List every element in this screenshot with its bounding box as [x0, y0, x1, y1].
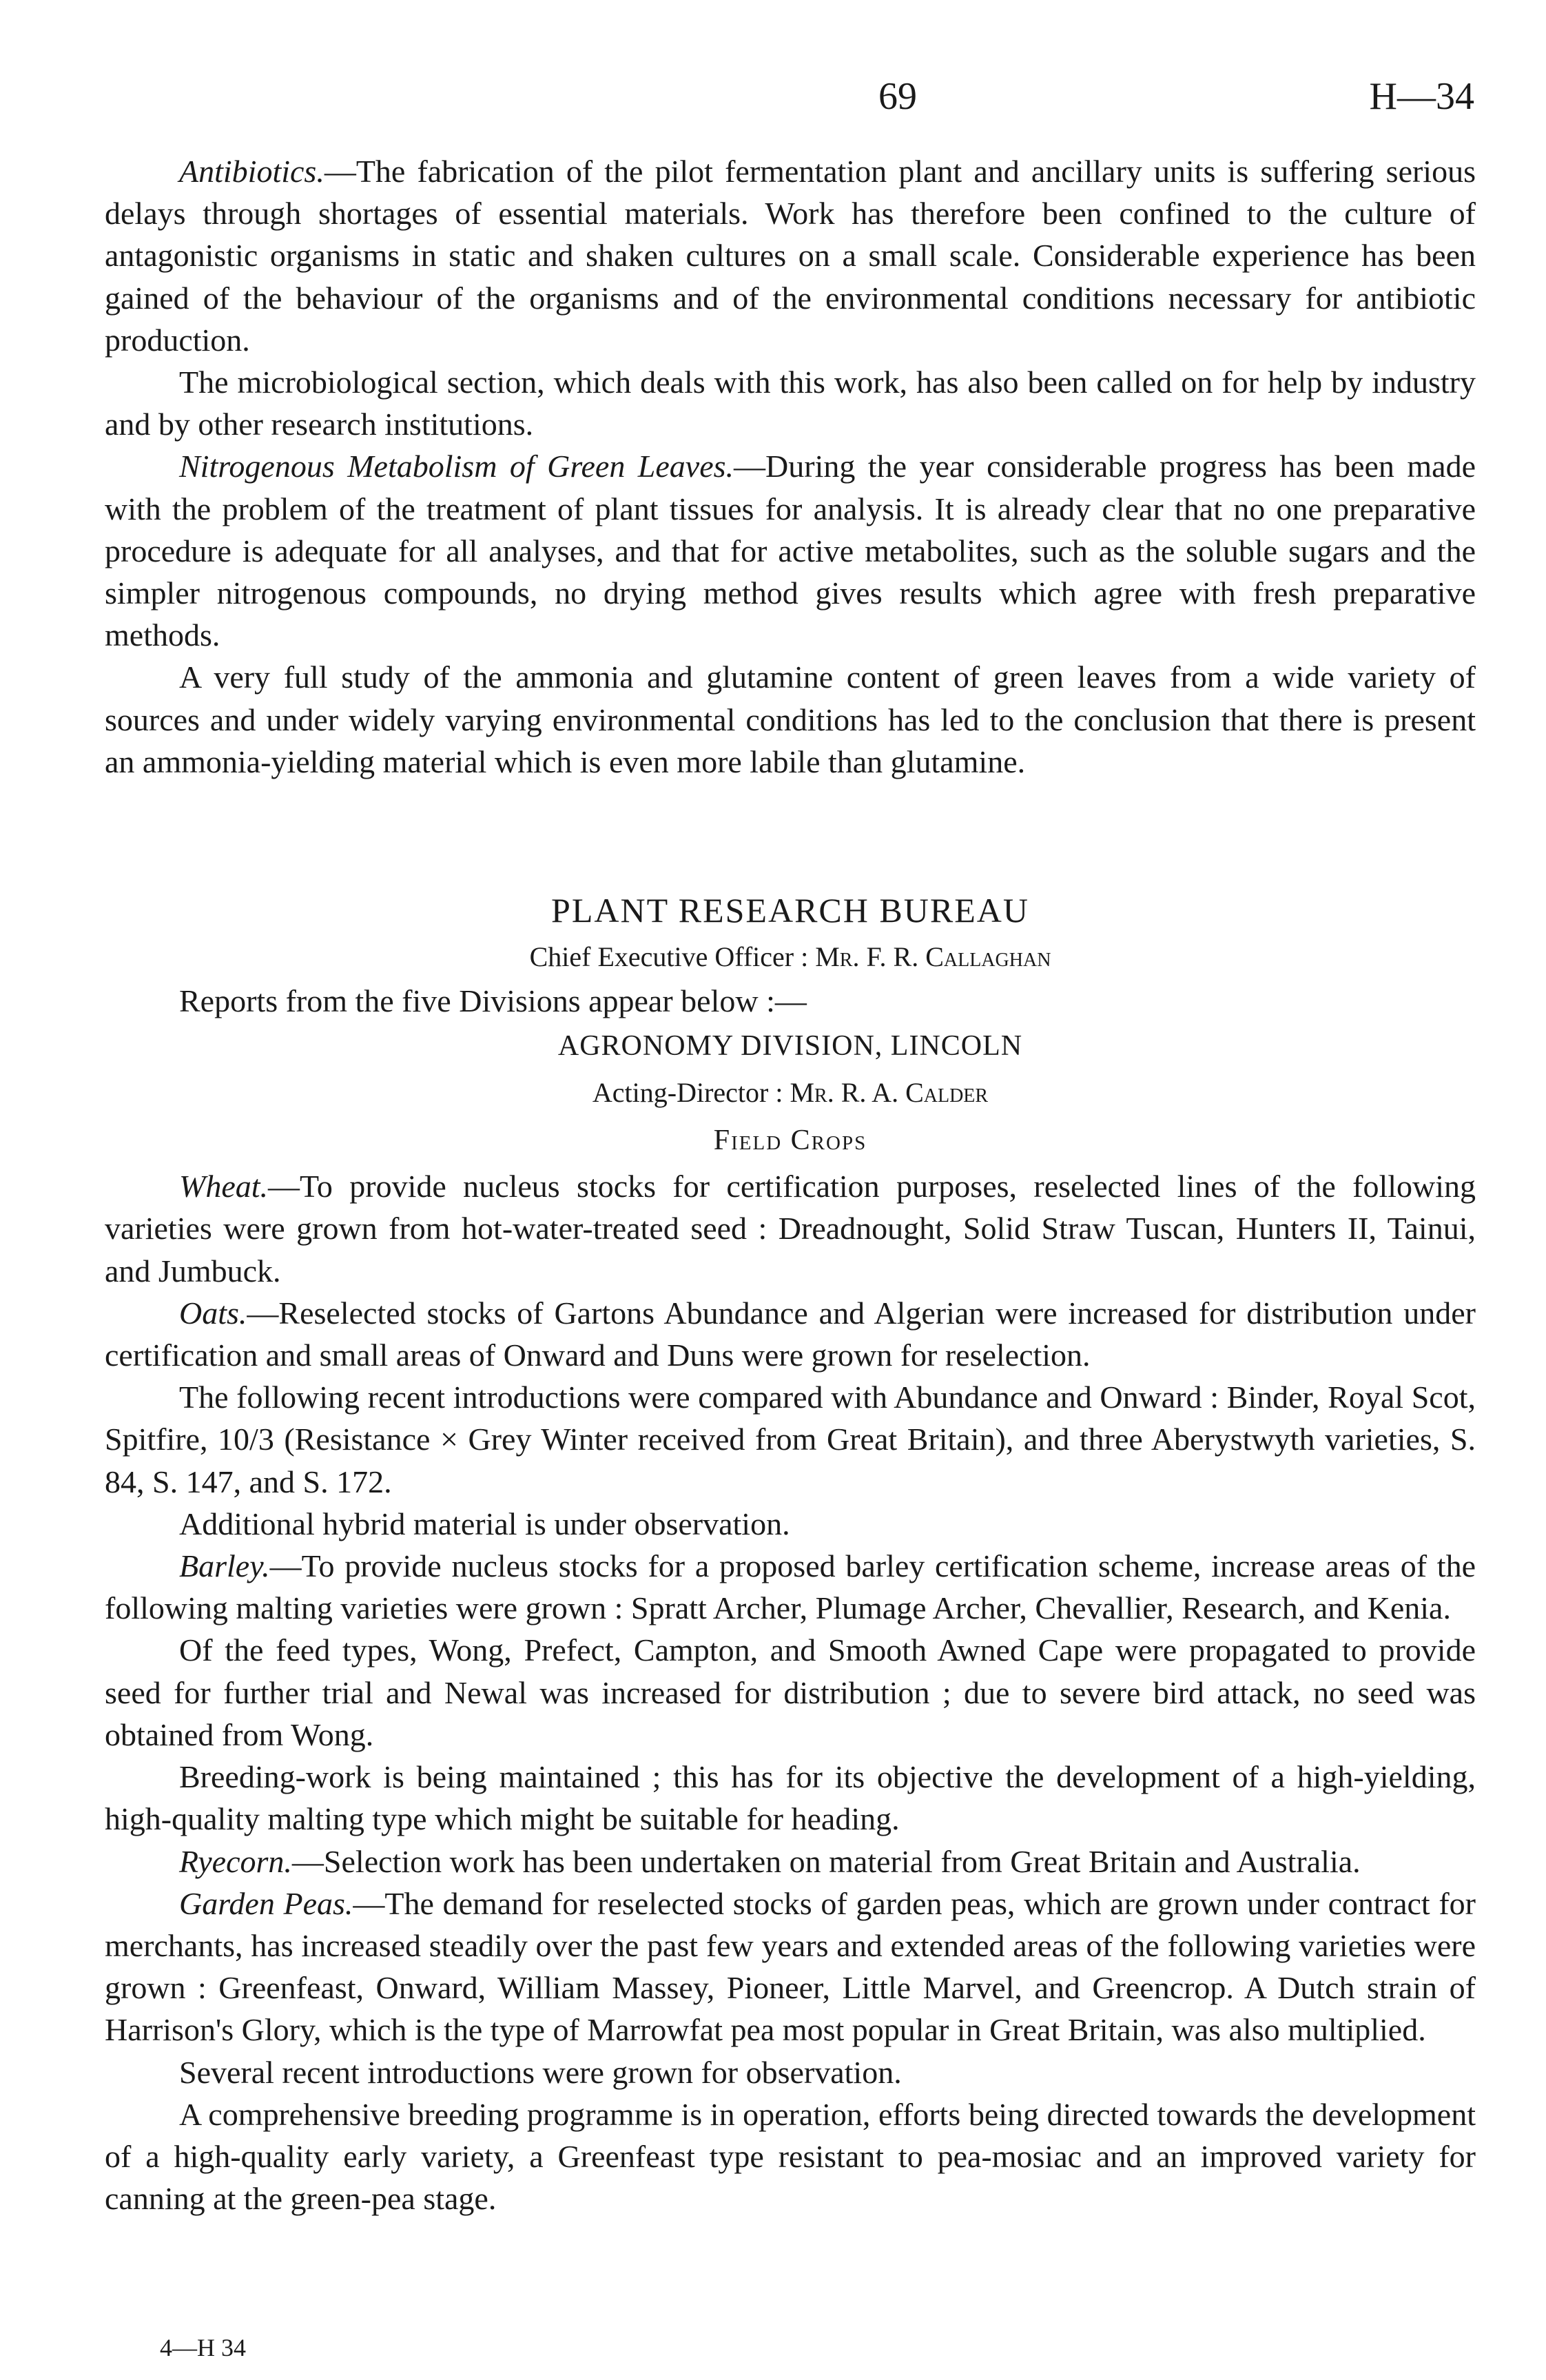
- antibiotics-text: —The fabrication of the pilot fermentation plant and ancillary units is suffering serious delays through shortages of essential materials. Work has therefore been confined to the culture of antagonistic organisms in static and shaken cultures on a small scale. Considerable experience has been gained of the behaviour of the organisms and of the environmental conditions necessary for antibiotic production.: [105, 154, 1476, 358]
- oats-paragraph: [105, 1292, 1476, 1376]
- barley-paragraph-2: Of the feed types, Wong, Prefect, Campton, and Smooth Awned Cape were propagated to provide seed for further trial and Newal was increased for distribution ; due to severe bird attack, no seed was obtained from Wong.: [105, 1632, 1476, 1752]
- ryecorn-paragraph: [105, 1840, 1476, 1883]
- barley-heading: Barley.: [179, 1548, 270, 1584]
- page-number: 69: [878, 75, 917, 118]
- garden-peas-paragraph-2: Several recent introductions were grown for observation.: [179, 2054, 902, 2090]
- document-code: H—34: [1369, 75, 1474, 118]
- garden-peas-text: —The demand for reselected stocks of garden peas, which are grown under contract for merchants, has increased steadily over the past few years and extended areas of the following varieties were grown : Greenfeast, Onward, William Massey, Pioneer, Little Marvel, and Greencrop. A Dutch strain of Harrison's Glory, which is the type of Marrowfat pea most popular in Great Britain, was also multiplied.: [105, 1885, 1476, 2048]
- barley-text: —To provide nucleus stocks for a proposed barley certification scheme, increase areas of the following malting varieties were grown : Spratt Archer, Plumage Archer, Chevallier, Research, and Kenia.: [105, 1548, 1476, 1626]
- oats-heading: Oats.: [179, 1295, 247, 1331]
- nitrogenous-paragraph-2: A very full study of the ammonia and glutamine content of green leaves from a wide variety of sources and under widely varying environmental conditions has led to the conclusion that there is present an ammonia-yielding material which is even more labile than glutamine.: [105, 659, 1476, 779]
- nitrogenous-heading: Nitrogenous Metabolism of Green Leaves.: [179, 449, 734, 484]
- acting-director-label: Acting-Director :: [592, 1077, 783, 1109]
- field-crops-title: Field Crops: [713, 1125, 867, 1157]
- nitrogenous-text: —During the year considerable progress has been made with the problem of the treatment of plant tissues for analysis. It is already clear that no one preparative procedure is adequate for all analyses, and that for active metabolites, such as the soluble sugars and the simpler nitrogenous compounds, no drying method gives results which agree with fresh preparative methods.: [105, 449, 1476, 653]
- garden-peas-heading: Garden Peas.: [179, 1885, 353, 1921]
- ryecorn-heading: Ryecorn.: [179, 1843, 292, 1879]
- oats-paragraph-2: The following recent introductions were compared with Abundance and Onward : Binder, Royal Scot, Spitfire, 10/3 (Resistance × Grey Winter received from Great Britain), and three Aberystwyth varieties, S. 84, S. 147, and S. 172.: [105, 1379, 1476, 1499]
- chief-officer-label: Chief Executive Officer :: [529, 941, 809, 973]
- page-body: [105, 150, 1476, 2219]
- chief-officer-line: [105, 934, 1476, 980]
- wheat-paragraph: [105, 1165, 1476, 1292]
- garden-peas-paragraph: [105, 1883, 1476, 2051]
- ryecorn-text: —Selection work has been undertaken on material from Great Britain and Australia.: [291, 1843, 1361, 1879]
- oats-paragraph-3: Additional hybrid material is under observation.: [179, 1506, 790, 1541]
- acting-director-name: Mr. R. A. Calder: [790, 1077, 989, 1109]
- garden-peas-paragraph-3: A comprehensive breeding programme is in operation, efforts being directed towards the development of a high-quality early variety, a Greenfeast type resistant to pea-mosiac and an improved variety for canning at the green-pea stage.: [105, 2096, 1476, 2217]
- barley-paragraph-3: Breeding-work is being maintained ; this has for its objective the development of a high-yielding, high-quality malting type which might be suitable for heading.: [105, 1759, 1476, 1837]
- antibiotics-paragraph-2: The microbiological section, which deals with this work, has also been called on for help by industry and by other research institutions.: [105, 365, 1476, 442]
- barley-paragraph: [105, 1545, 1476, 1629]
- divisions-intro: Reports from the five Divisions appear below :—: [179, 983, 807, 1019]
- page-header: [103, 74, 1474, 130]
- nitrogenous-paragraph: [105, 445, 1476, 656]
- antibiotics-heading: Antibiotics.: [179, 154, 324, 189]
- division-title: AGRONOMY DIVISION, LINCOLN: [557, 1030, 1023, 1063]
- chief-officer-name: Mr. F. R. Callaghan: [815, 941, 1051, 973]
- oats-text: —Reselected stocks of Gartons Abundance and Algerian were increased for distribution under certification and small areas of Onward and Duns were grown for reselection.: [105, 1295, 1476, 1373]
- acting-director-line: [105, 1070, 1476, 1116]
- wheat-heading: Wheat.: [179, 1169, 269, 1204]
- antibiotics-paragraph: [105, 150, 1476, 361]
- bureau-title: PLANT RESEARCH BUREAU: [551, 891, 1029, 930]
- wheat-text: —To provide nucleus stocks for certification purposes, reselected lines of the following varieties were grown from hot-water-treated seed : Dreadnought, Solid Straw Tuscan, Hunters II, Tainui, and Jumbuck.: [105, 1169, 1476, 1289]
- footer-code: 4—H 34: [160, 2334, 246, 2361]
